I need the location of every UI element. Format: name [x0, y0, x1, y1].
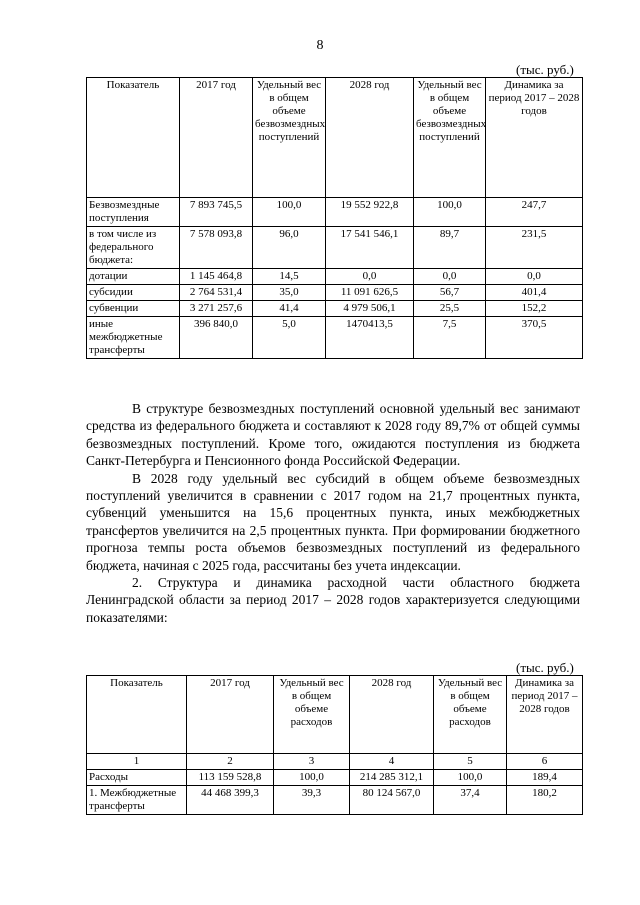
cell-value: 0,0 — [486, 269, 583, 285]
header-cell: Удельный вес в общем объеме безвозмездных поступлений — [414, 78, 486, 198]
table-row — [87, 285, 583, 301]
cell-value: 80 124 567,0 — [350, 786, 434, 815]
cell-value: 35,0 — [253, 285, 326, 301]
cell-value: 96,0 — [253, 227, 326, 269]
header-cell: 2028 год — [326, 78, 414, 198]
header-cell: 2017 год — [187, 676, 274, 754]
header-cell: 2017 год — [180, 78, 253, 198]
header-cell: Динамика за период 2017 – 2028 годов — [486, 78, 583, 198]
paragraph: В 2028 году удельный вес субсидий в общем объеме безвозмездных поступлений увеличится в сравнении с 2017 годом на 21,7 процентных пункта, субвенций уменьшится на 15,6 процентных пункта, иных межбюджетных трансфертов увеличится на 2,5 процентных пункта. При формировании бюджетного прогноза темпы роста объемов безвозмездных поступлений из федерального бюджета, начиная с 2025 года, рассчитаны без учета индексации. — [86, 470, 580, 573]
cell-value: 189,4 — [507, 770, 583, 786]
unit-label-2: (тыс. руб.) — [516, 660, 574, 675]
cell-value: 401,4 — [486, 285, 583, 301]
cell-value: 7 893 745,5 — [180, 198, 253, 227]
cell-value: 25,5 — [414, 301, 486, 317]
table-row — [87, 269, 583, 285]
cell-value: 44 468 399,3 — [187, 786, 274, 815]
column-number: 5 — [434, 754, 507, 770]
cell-value: 39,3 — [274, 786, 350, 815]
table-row — [87, 786, 583, 815]
column-number: 2 — [187, 754, 274, 770]
row-label: иные межбюджетные трансферты — [87, 317, 180, 359]
table-header-row — [87, 676, 583, 754]
cell-value: 1470413,5 — [326, 317, 414, 359]
header-cell: Удельный вес в общем объеме расходов — [434, 676, 507, 754]
cell-value: 19 552 922,8 — [326, 198, 414, 227]
table-row — [87, 198, 583, 227]
cell-value: 37,4 — [434, 786, 507, 815]
page-number: 8 — [316, 38, 324, 53]
cell-value: 100,0 — [414, 198, 486, 227]
cell-value: 100,0 — [434, 770, 507, 786]
cell-value: 231,5 — [486, 227, 583, 269]
cell-value: 180,2 — [507, 786, 583, 815]
header-cell: Удельный вес в общем объеме безвозмездных поступлений — [253, 78, 326, 198]
table-row — [87, 301, 583, 317]
cell-value: 17 541 546,1 — [326, 227, 414, 269]
row-label: субсидии — [87, 285, 180, 301]
unit-label-1: (тыс. руб.) — [516, 62, 574, 77]
table-expenses — [86, 675, 583, 815]
table-header-row — [87, 78, 583, 198]
cell-value: 0,0 — [326, 269, 414, 285]
body-text — [86, 400, 580, 626]
cell-value: 370,5 — [486, 317, 583, 359]
cell-value: 4 979 506,1 — [326, 301, 414, 317]
cell-value: 396 840,0 — [180, 317, 253, 359]
cell-value: 3 271 257,6 — [180, 301, 253, 317]
column-number: 3 — [274, 754, 350, 770]
table-row — [87, 227, 583, 269]
row-label: Безвозмездные поступления — [87, 198, 180, 227]
header-cell: Показатель — [87, 78, 180, 198]
column-number: 6 — [507, 754, 583, 770]
row-label: в том числе из федерального бюджета: — [87, 227, 180, 269]
cell-value: 214 285 312,1 — [350, 770, 434, 786]
cell-value: 5,0 — [253, 317, 326, 359]
table-row — [87, 770, 583, 786]
cell-value: 2 764 531,4 — [180, 285, 253, 301]
row-label: субвенции — [87, 301, 180, 317]
column-number: 4 — [350, 754, 434, 770]
cell-value: 0,0 — [414, 269, 486, 285]
header-cell: Показатель — [87, 676, 187, 754]
cell-value: 14,5 — [253, 269, 326, 285]
cell-value: 113 159 528,8 — [187, 770, 274, 786]
cell-value: 11 091 626,5 — [326, 285, 414, 301]
cell-value: 100,0 — [274, 770, 350, 786]
cell-value: 100,0 — [253, 198, 326, 227]
row-label: Расходы — [87, 770, 187, 786]
cell-value: 7 578 093,8 — [180, 227, 253, 269]
cell-value: 1 145 464,8 — [180, 269, 253, 285]
cell-value: 152,2 — [486, 301, 583, 317]
paragraph: В структуре безвозмездных поступлений основной удельный вес занимают средства из федерального бюджета и составляют к 2028 году 89,7% от общей суммы безвозмездных поступлений. Кроме того, ожидаются поступления из бюджета Санкт-Петербурга и Пенсионного фонда Российской Федерации. — [86, 401, 580, 469]
row-label: дотации — [87, 269, 180, 285]
column-number: 1 — [87, 754, 187, 770]
cell-value: 247,7 — [486, 198, 583, 227]
cell-value: 56,7 — [414, 285, 486, 301]
row-label: 1. Межбюджетные трансферты — [87, 786, 187, 815]
table-row — [87, 317, 583, 359]
cell-value: 89,7 — [414, 227, 486, 269]
header-cell: Динамика за период 2017 – 2028 годов — [507, 676, 583, 754]
header-cell: 2028 год — [350, 676, 434, 754]
table-income — [86, 77, 583, 359]
paragraph: 2. Структура и динамика расходной части областного бюджета Ленинградской области за период 2017 – 2028 годов характеризуется следующими показателями: — [86, 575, 580, 625]
cell-value: 41,4 — [253, 301, 326, 317]
cell-value: 7,5 — [414, 317, 486, 359]
column-number-row — [87, 754, 583, 770]
header-cell: Удельный вес в общем объеме расходов — [274, 676, 350, 754]
